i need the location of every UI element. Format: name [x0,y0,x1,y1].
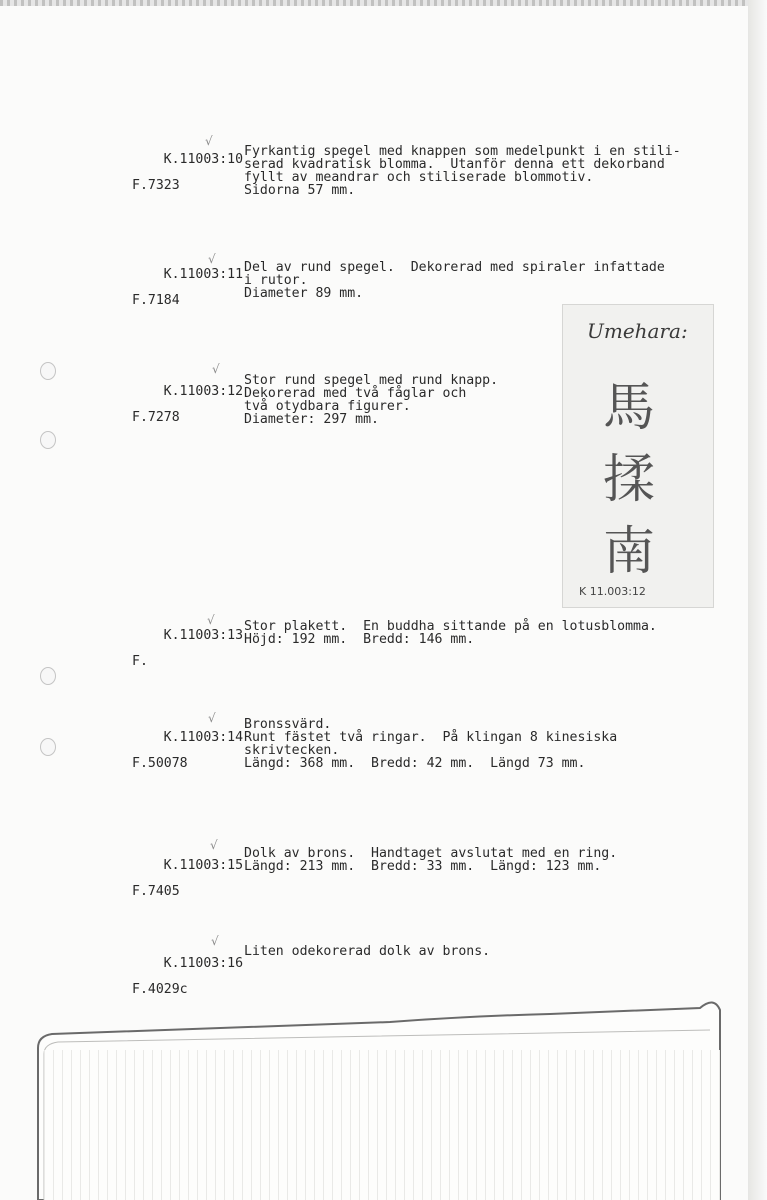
pencil-checkmark: √ [207,613,215,627]
description-line: Bronssvärd. [244,717,332,732]
f-number: F.7184 [132,293,180,308]
f-number: F.4029c [132,982,188,997]
description-line: Längd: 368 mm. Bredd: 42 mm. Längd 73 mm. [244,756,586,771]
description-line: i rutor. [244,273,308,288]
description-line: serad kvadratisk blomma. Utanför denna ett dekorband [244,157,665,172]
punch-hole [40,431,56,449]
catalog-number-block [116,140,244,218]
chinese-character: 揉 [603,450,656,510]
description-line: Stor rund spegel med rund knapp. [244,373,499,388]
pencil-checkmark: √ [205,134,213,148]
catalog-number: K.11003:10 [163,152,244,167]
catalog-number: K.11003:14 [163,730,244,745]
attached-photo-slip [562,304,714,608]
chinese-character: 馬 [603,378,656,438]
entry-description [244,945,714,958]
f-number: F.7323 [132,178,180,193]
description-line: Liten odekorerad dolk av brons. [244,944,491,959]
catalog-number-block [116,372,244,450]
page-right-edge [748,0,767,1200]
entry-description [244,620,714,646]
description-line: Sidorna 57 mm. [244,183,356,198]
card-stack-edges [44,1050,720,1200]
chinese-character: 南 [603,522,656,582]
entry-description [244,145,714,197]
description-line: Diameter: 297 mm. [244,412,379,427]
punch-hole [40,738,56,756]
description-line: Stor plakett. En buddha sittande på en lotusblomma. [244,619,657,634]
catalog-number-block [116,616,244,694]
photo-catalog-label: K 11.003:12 [579,585,646,598]
entry-description [244,261,714,300]
handwritten-name: Umehara: [587,319,688,343]
f-number: F.50078 [132,756,188,771]
description-line: Höjd: 192 mm. Bredd: 146 mm. [244,632,475,647]
catalog-number: K.11003:12 [163,384,244,399]
catalog-number: K.11003:15 [163,858,244,873]
pencil-checkmark: √ [208,711,216,725]
catalog-number-block [116,718,244,796]
description-line: två otydbara figurer. [244,399,411,414]
catalog-number-block [116,255,244,333]
f-number: F. [132,654,148,669]
description-line: Diameter 89 mm. [244,286,364,301]
punch-hole [40,667,56,685]
card-stack-tab [30,996,724,1200]
description-line: Dekorerad med två fåglar och [244,386,467,401]
description-line: Dolk av brons. Handtaget avslutat med en ring. [244,846,618,861]
entry-description [244,847,714,873]
top-edge-stripe [0,0,748,6]
f-number: F.7405 [132,884,180,899]
punch-hole [40,362,56,380]
pencil-checkmark: √ [208,252,216,266]
catalog-number: K.11003:11 [163,267,244,282]
catalog-number: K.11003:13 [163,628,244,643]
description-line: Längd: 213 mm. Bredd: 33 mm. Längd: 123 mm. [244,859,602,874]
catalog-number: K.11003:16 [163,956,244,971]
description-line: skrivtecken. [244,743,340,758]
description-line: Fyrkantig spegel med knappen som medelpunkt i en stili- [244,144,681,159]
description-line: fyllt av meandrar och stiliserade blommotiv. [244,170,594,185]
description-line: Runt fästet två ringar. På klingan 8 kinesiska [244,730,618,745]
catalog-number-block [116,846,244,924]
entry-description [244,718,714,770]
pencil-checkmark: √ [210,838,218,852]
description-line: Del av rund spegel. Dekorerad med spiraler infattade [244,260,665,275]
pencil-checkmark: √ [211,934,219,948]
pencil-checkmark: √ [212,362,220,376]
f-number: F.7278 [132,410,180,425]
